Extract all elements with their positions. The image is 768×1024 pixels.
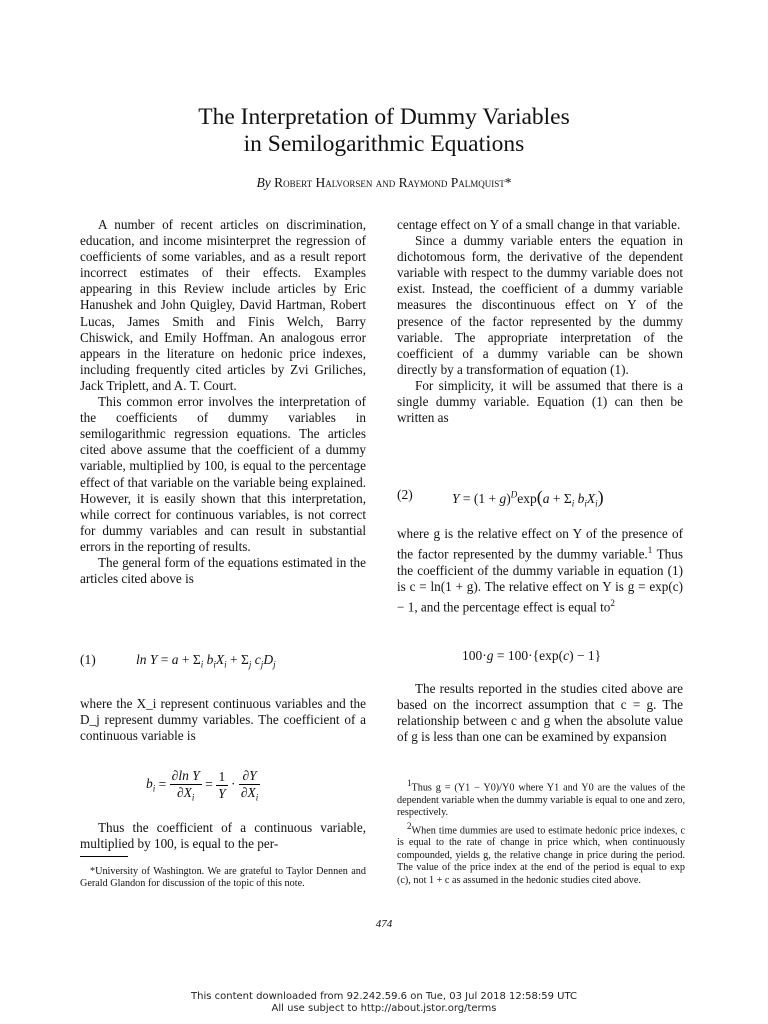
footnote-author: *University of Washington. We are grateful to Taylor Dennen and Gerald Glandon for discussion of the topic of this note.	[80, 866, 366, 890]
right-paragraph-4: where g is the relative effect on Y of the presence of the factor represented by the dummy variable.$^1$ Thus the coefficient of the dummy variable in equation (1) is c = ln(1 + g). The relative effect on Y is g = exp(c) − 1, and the percentage effect is equal $to^2$	[397, 526, 683, 615]
left-paragraph-2: This common error involves the interpretation of the coefficients of dummy variables in semilogarithmic regression equations. The articles cited above assume that the coefficient of a dummy variable, multiplied by 100, is equal to the percentage effect of that variable on the variable being explained. However, it is easily shown that this interpretation, while correct for continuous variables, is not correct for dummy variables and can result in substantial errors in the reporting of results.	[80, 394, 366, 554]
right-paragraph-5: The results reported in the studies cited above are based on the incorrect assumption that c = g. The relationship between c and g when the absolute value of g is less than one can be examined by expansion	[397, 681, 683, 745]
left-paragraph-5: Thus the coefficient of a continuous variable, multiplied by 100, is equal to the per-	[80, 820, 366, 852]
footer-download-line: This content downloaded from 92.242.59.6 on Tue, 03 Jul 2018 12:58:59 UTC	[191, 991, 577, 1002]
byline-authors: Robert Halvorsen and Raymond Palmquist*	[274, 175, 512, 190]
footnote-1: Thus g = (Y1 − Y0)/Y0 where Y1 and Y0 are the values of the dependent variable when the dummy variable is equal to one and zero, respectively.	[397, 782, 685, 819]
left-column	[80, 217, 366, 587]
footnotes-right: $^1$Thus g = (Y1 − Y0)/Y0 where Y1 and Y0 are the values of the dependent variable when the dummy variable is equal to one and zero, respectively. $^2$When time dummies are used to estimate hedonic price indexes, c is equal to the rate of change in price which, when continuously compounded, yields g, the relative change in price during the period. The value of the price index at the end of the period is equal to exp (c), not 1 + c as assumed in the hedonic studies cited above.	[397, 778, 685, 886]
right-paragraph-1: centage effect on Y of a small change in that variable.	[397, 217, 681, 232]
title-line-1: The Interpretation of Dummy Variables	[198, 104, 570, 130]
jstor-footer	[0, 991, 768, 1014]
byline-by: By	[256, 175, 271, 190]
equation-2: $Y = (1 + g)^D\exp(a + \Sigma_i$ $b_iX_i$)	[452, 487, 604, 509]
left-paragraph-3: The general form of the equations estimated in the articles cited above is	[80, 554, 366, 587]
footer-terms-line[interactable]: All use subject to http://about.jstor.org/terms	[271, 1002, 497, 1014]
article-title	[0, 104, 768, 158]
footnote-2: When time dummies are used to estimate hedonic price indexes, c is equal to the rate of change in price which, when continuously compounded, yields g, the relative change in price during the period. The value of the price index at the end of the period is equal to exp (c), not 1 + c as assumed in the hedonic studies cited above.	[397, 825, 685, 886]
equation-1-number: (1)	[80, 652, 96, 667]
page-number: 474	[375, 918, 393, 930]
equation-2-number: (2)	[397, 487, 413, 502]
equation-1: $\ln Y = a + \Sigma_i$ $b_iX_i + \Sigma_j$ $c_jD_j$	[136, 652, 276, 670]
right-column	[397, 217, 683, 426]
footnote-rule-left	[80, 856, 128, 857]
equation-derivative: $b_i$ = $\frac{\text{∂ln Y}}{\partial X_i}$ = $\frac{1}{Y}$ · $\frac{\partial Y}{\partial X_i}$	[146, 768, 259, 803]
title-line-2: in Semilogarithmic Equations	[243, 131, 525, 157]
right-paragraph-2: Since a dummy variable enters the equation in dichotomous form, the derivative of the dependent variable with respect to the dummy variable does not exist. Instead, the coefficient of a dummy variable measures the discontinuous effect on Y of the presence of the factor represented by the dummy variable. The appropriate interpretation of the coefficient of a dummy variable can be shown directly by a transformation of equation (1).	[397, 233, 683, 377]
right-paragraph-3: For simplicity, it will be assumed that there is a single dummy variable. Equation (1) can then be written as	[397, 377, 683, 426]
left-paragraph-4: where the X_i represent continuous variables and the D_j represent dummy variables. The coefficient of a continuous variable is	[80, 696, 366, 744]
left-paragraph-1: A number of recent articles on discrimination, education, and income misinterpret the regression of coefficients of some variables, and as a result report incorrect estimates of their effects. Examples appearing in this Review include articles by Eric Hanushek and John Quigley, David Hartman, Robert Lucas, James Smith and Finis Welch, Barry Chiswick, and Emily Hoffman. An analogous error appears in the literature on hedonic price indexes, including frequently cited articles by Zvi Griliches, Jack Triplett, and A. T. Court.	[80, 217, 366, 393]
byline	[0, 175, 768, 191]
equation-percentage: 100·g = 100·{exp(c) − 1}	[462, 648, 602, 663]
